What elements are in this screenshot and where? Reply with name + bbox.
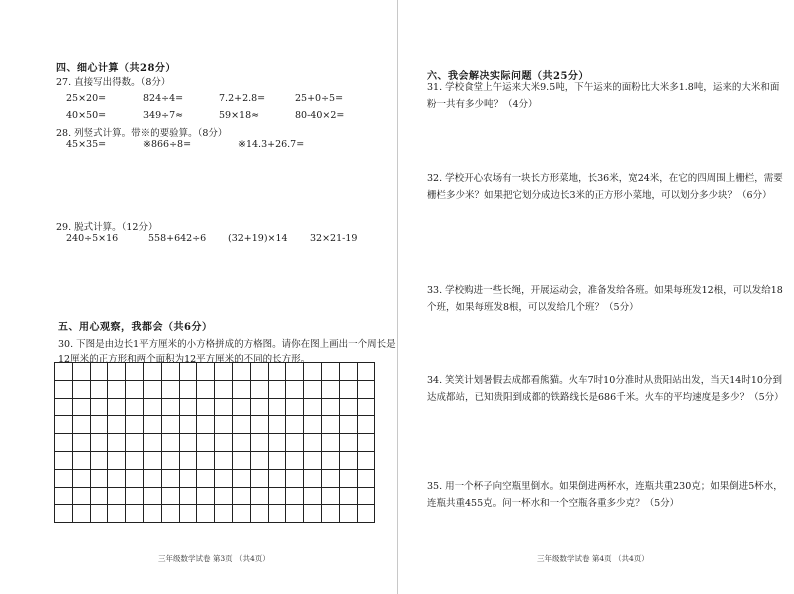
grid-cell xyxy=(286,416,304,434)
grid-cell xyxy=(126,434,144,452)
grid-cell xyxy=(340,434,358,452)
grid-cell xyxy=(215,488,233,506)
grid-cell xyxy=(251,505,269,523)
question-28-title: 28. 列竖式计算。带※的要验算。（8分） xyxy=(56,128,228,139)
grid-cell xyxy=(215,381,233,399)
grid-cell xyxy=(358,470,376,488)
grid-cell xyxy=(180,434,198,452)
section-4-title: 四、细心计算（共28分） xyxy=(56,63,176,74)
grid-cell xyxy=(340,363,358,381)
grid-cell xyxy=(144,452,162,470)
grid-cell xyxy=(144,399,162,417)
grid-cell xyxy=(180,505,198,523)
q28-item: ※866÷8= xyxy=(143,139,192,150)
grid-cell xyxy=(126,416,144,434)
grid-cell xyxy=(358,399,376,417)
grid-cell xyxy=(340,416,358,434)
grid-cell xyxy=(91,399,109,417)
grid-cell xyxy=(126,505,144,523)
grid-cell xyxy=(358,363,376,381)
grid-cell xyxy=(197,470,215,488)
grid-cell xyxy=(322,381,340,399)
grid-cell xyxy=(162,381,180,399)
grid-cell xyxy=(162,363,180,381)
grid-cell xyxy=(269,381,287,399)
grid-cell xyxy=(144,505,162,523)
page-footer: 三年级数学试卷 第3页 （共4页） xyxy=(158,554,270,563)
q29-item: 32×21-19 xyxy=(310,233,358,244)
grid-cell xyxy=(73,381,91,399)
grid-cell xyxy=(144,363,162,381)
grid-cell xyxy=(108,488,126,506)
grid-cell xyxy=(304,452,322,470)
grid-cell xyxy=(322,452,340,470)
grid-cell xyxy=(73,470,91,488)
grid-cell xyxy=(286,363,304,381)
grid-cell xyxy=(286,505,304,523)
grid-cell xyxy=(73,416,91,434)
grid-cell xyxy=(162,416,180,434)
grid-cell xyxy=(197,488,215,506)
grid-cell xyxy=(233,363,251,381)
grid-cell xyxy=(340,399,358,417)
grid-cell xyxy=(126,381,144,399)
grid-cell xyxy=(286,488,304,506)
grid-cell xyxy=(340,470,358,488)
grid-cell xyxy=(126,399,144,417)
grid-cell xyxy=(108,505,126,523)
grid-cell xyxy=(340,505,358,523)
grid-cell xyxy=(55,434,73,452)
grid-cell xyxy=(358,488,376,506)
grid-cell xyxy=(180,363,198,381)
grid-cell xyxy=(340,488,358,506)
grid-cell xyxy=(358,381,376,399)
grid-cell xyxy=(286,452,304,470)
grid-cell xyxy=(55,488,73,506)
grid-cell xyxy=(126,488,144,506)
grid-cell xyxy=(180,381,198,399)
grid-cell xyxy=(286,470,304,488)
grid-cell xyxy=(215,452,233,470)
q29-item: (32+19)×14 xyxy=(228,233,288,244)
grid-cell xyxy=(197,363,215,381)
grid-cell xyxy=(73,399,91,417)
grid-cell xyxy=(108,434,126,452)
q27-item: 25+0÷5= xyxy=(295,93,344,104)
grid-cell xyxy=(108,399,126,417)
grid-cell xyxy=(108,452,126,470)
grid-cell xyxy=(304,399,322,417)
q28-item: 45×35= xyxy=(66,139,107,150)
grid-cell xyxy=(91,452,109,470)
grid-cell xyxy=(144,416,162,434)
grid-cell xyxy=(55,416,73,434)
grid-cell xyxy=(322,399,340,417)
question-30-line-1: 30. 下图是由边长1平方厘米的小方格拼成的方格图。请你在图上画出一个周长是 xyxy=(58,339,396,350)
grid-cell xyxy=(233,452,251,470)
question-30-line-2: 12厘米的正方形和两个面积为12平方厘米的不同的长方形。 xyxy=(58,354,311,365)
grid-cell xyxy=(233,399,251,417)
grid-cell xyxy=(251,381,269,399)
grid-cell xyxy=(197,381,215,399)
grid-cell xyxy=(269,470,287,488)
grid-cell xyxy=(251,488,269,506)
grid-cell xyxy=(215,399,233,417)
grid-cell xyxy=(55,381,73,399)
question-35: 35. 用一个杯子向空瓶里倒水。如果倒进两杯水，连瓶共重230克；如果倒进5杯水，连瓶共重455克。问一杯水和一个空瓶各重多少克？（5分） xyxy=(427,481,783,509)
grid-cell xyxy=(126,452,144,470)
grid-cell xyxy=(91,363,109,381)
grid-cell xyxy=(304,470,322,488)
grid-cell xyxy=(197,434,215,452)
grid-cell xyxy=(73,363,91,381)
grid-cell xyxy=(55,399,73,417)
grid-cell xyxy=(322,488,340,506)
grid-cell xyxy=(322,363,340,381)
question-29-title: 29. 脱式计算。（12分） xyxy=(56,222,158,233)
grid-cell xyxy=(215,434,233,452)
q28-item: ※14.3+26.7= xyxy=(238,139,305,150)
grid-cell xyxy=(358,505,376,523)
grid-cell xyxy=(73,434,91,452)
grid-cell xyxy=(233,434,251,452)
grid-cell xyxy=(322,416,340,434)
grid-cell xyxy=(304,488,322,506)
grid-cell xyxy=(197,399,215,417)
grid-cell xyxy=(91,505,109,523)
grid-cell xyxy=(144,488,162,506)
grid-cell xyxy=(108,470,126,488)
q27-item: 824÷4= xyxy=(143,93,184,104)
grid-cell xyxy=(144,434,162,452)
grid-cell xyxy=(215,470,233,488)
grid-cell xyxy=(73,505,91,523)
grid-cells xyxy=(54,362,375,523)
grid-cell xyxy=(144,470,162,488)
grid-cell xyxy=(233,470,251,488)
grid-cell xyxy=(358,434,376,452)
grid-cell xyxy=(91,434,109,452)
grid-cell xyxy=(91,470,109,488)
grid-cell xyxy=(108,416,126,434)
grid-cell xyxy=(322,505,340,523)
grid-cell xyxy=(269,505,287,523)
grid-cell xyxy=(91,488,109,506)
grid-cell xyxy=(340,452,358,470)
grid-cell xyxy=(251,470,269,488)
q27-item: 59×18≈ xyxy=(219,110,260,121)
grid-cell xyxy=(162,505,180,523)
q29-item: 240÷5×16 xyxy=(66,233,119,244)
grid-cell xyxy=(286,399,304,417)
question-31: 31. 学校食堂上午运来大米9.5吨，下午运来的面粉比大米多1.8吨，运来的大米和面粉一共有多少吨？（4分） xyxy=(427,82,780,110)
grid-cell xyxy=(269,488,287,506)
grid-cell xyxy=(322,470,340,488)
grid-cell xyxy=(162,488,180,506)
grid-cell xyxy=(233,416,251,434)
grid-cell xyxy=(304,381,322,399)
q27-item: 40×50= xyxy=(66,110,107,121)
grid-cell xyxy=(251,363,269,381)
grid-cell xyxy=(233,488,251,506)
question-33: 33. 学校购进一些长绳，开展运动会，准备发给各班。如果每班发12根，可以发给18个班，如果每班发8根，可以发给几个班？（5分） xyxy=(427,285,783,313)
grid-cell xyxy=(304,363,322,381)
grid-cell xyxy=(180,452,198,470)
grid-cell xyxy=(304,434,322,452)
grid-cell xyxy=(215,416,233,434)
grid-cell xyxy=(304,505,322,523)
grid-cell xyxy=(91,416,109,434)
grid-cell xyxy=(269,363,287,381)
grid-cell xyxy=(55,363,73,381)
q29-item: 558+642÷6 xyxy=(148,233,207,244)
grid-cell xyxy=(322,434,340,452)
grid-cell xyxy=(108,363,126,381)
grid-cell xyxy=(55,505,73,523)
grid-cell xyxy=(126,363,144,381)
grid-cell xyxy=(55,452,73,470)
question-32: 32. 学校开心农场有一块长方形菜地，长36米，宽24米，在它的四周围上栅栏，需要栅栏多少米？如果把它划分成边长3米的正方形小菜地，可以划分多少块？（6分） xyxy=(427,173,783,201)
grid-cell xyxy=(251,452,269,470)
grid-cell xyxy=(55,470,73,488)
grid-cell xyxy=(180,470,198,488)
grid-cell xyxy=(197,452,215,470)
grid-cell xyxy=(286,434,304,452)
grid-cell xyxy=(162,399,180,417)
grid-cell xyxy=(73,452,91,470)
grid-cell xyxy=(269,416,287,434)
grid-cell xyxy=(180,399,198,417)
grid-cell xyxy=(197,505,215,523)
section-6-title: 六、我会解决实际问题（共25分） xyxy=(427,71,589,82)
grid-cell xyxy=(144,381,162,399)
exam-page-4 xyxy=(397,0,794,594)
grid-cell xyxy=(269,434,287,452)
grid-cell xyxy=(162,452,180,470)
grid-cell xyxy=(233,381,251,399)
grid-cell xyxy=(91,381,109,399)
question-27-title: 27. 直接写出得数。（8分） xyxy=(56,77,171,88)
grid-cell xyxy=(269,452,287,470)
grid-cell xyxy=(126,470,144,488)
section-5-title: 五、用心观察，我都会（共6分） xyxy=(58,322,213,333)
grid-cell xyxy=(251,416,269,434)
page-footer: 三年级数学试卷 第4页 （共4页） xyxy=(537,554,649,563)
grid-cell xyxy=(233,505,251,523)
grid-cell xyxy=(180,488,198,506)
q27-item: 80-40×2= xyxy=(295,110,345,121)
grid-cell xyxy=(304,416,322,434)
grid-cell xyxy=(162,470,180,488)
grid-cell xyxy=(108,381,126,399)
grid-cell xyxy=(340,381,358,399)
grid-cell xyxy=(215,363,233,381)
grid-cell xyxy=(251,399,269,417)
grid-cell xyxy=(162,434,180,452)
grid-cell xyxy=(286,381,304,399)
question-34: 34. 笑笑计划暑假去成都看熊猫。火车7时10分准时从贵阳站出发，当天14时10分到达成都站，已知贵阳到成都的铁路线长是686千米。火车的平均速度是多少？（5分） xyxy=(427,375,784,403)
q27-item: 25×20= xyxy=(66,93,107,104)
grid-cell xyxy=(197,416,215,434)
grid-cell xyxy=(269,399,287,417)
square-grid xyxy=(54,362,375,523)
grid-cell xyxy=(215,505,233,523)
q27-item: 349÷7≈ xyxy=(143,110,184,121)
q27-item: 7.2+2.8= xyxy=(219,93,266,104)
grid-cell xyxy=(180,416,198,434)
grid-cell xyxy=(251,434,269,452)
grid-cell xyxy=(73,488,91,506)
grid-cell xyxy=(358,452,376,470)
grid-cell xyxy=(358,416,376,434)
